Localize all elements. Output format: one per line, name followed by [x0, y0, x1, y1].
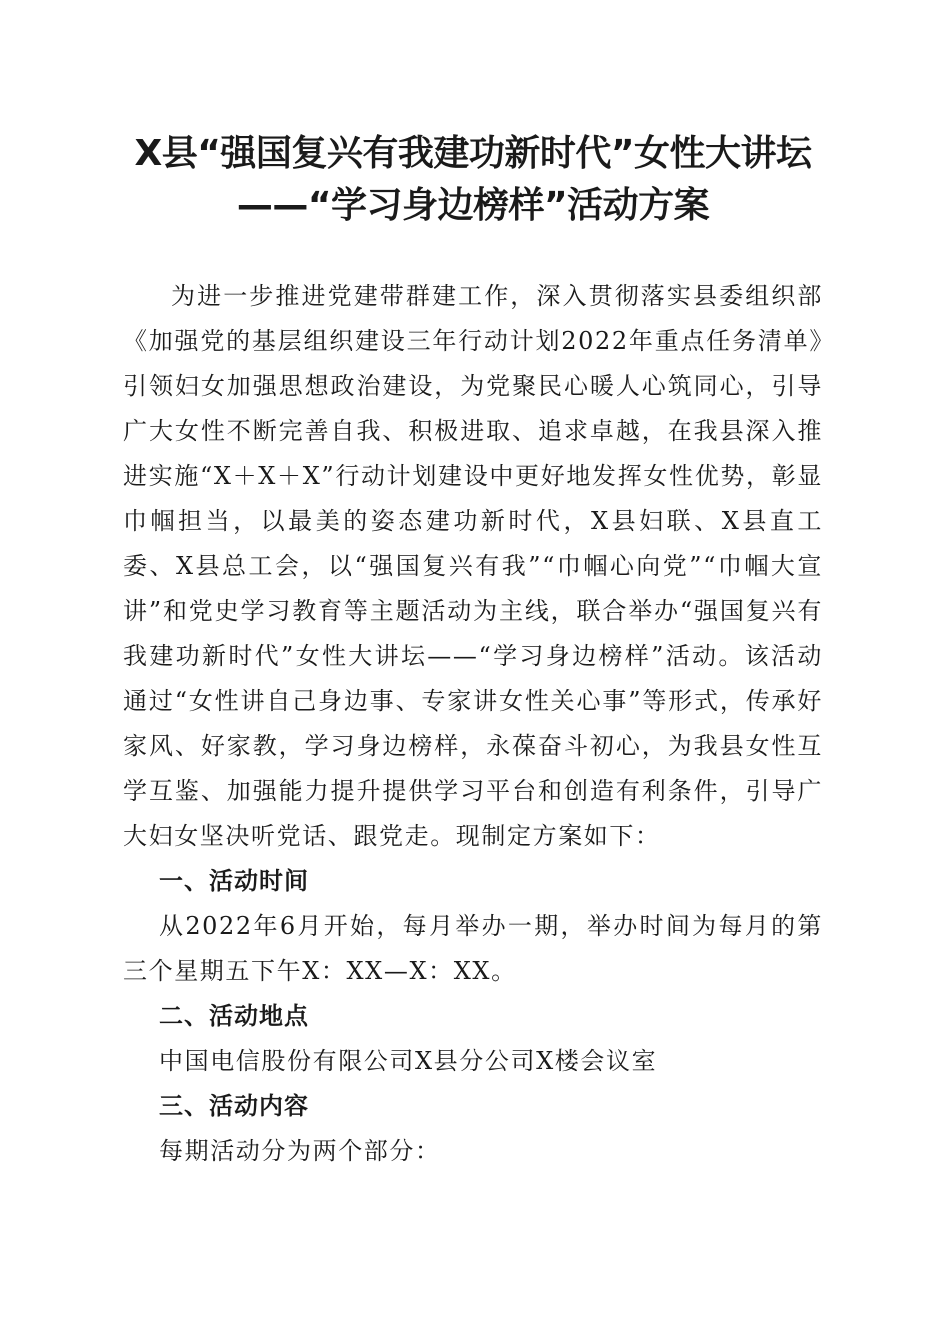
- intro-paragraph: 为进一步推进党建带群建工作，深入贯彻落实县委组织部《加强党的基层组织建设三年行动计划2022年重点任务清单》引领妇女加强思想政治建设，为党聚民心暖人心筑同心，引导广大女性不断完善自我、积极进取、追求卓越，在我县深入推进实施“X＋X＋X”行动计划建设中更好地发挥女性优势，彰显巾帼担当，以最美的姿态建功新时代，X县妇联、X县直工委、X县总工会，以“强国复兴有我”“巾帼心向党”“巾帼大宣讲”和党史学习教育等主题活动为主线，联合举办“强国复兴有我建功新时代”女性大讲坛——“学习身边榜样”活动。该活动通过“女性讲自己身边事、专家讲女性关心事”等形式，传承好家风、好家教，学习身边榜样，永葆奋斗初心，为我县女性互学互鉴、加强能力提升提供学习平台和创造有利条件，引导广大妇女坚决听党话、跟党走。现制定方案如下：: [123, 282, 823, 850]
- section-body-location: 中国电信股份有限公司X县分公司X楼会议室: [159, 1047, 658, 1075]
- section-body-time: 从2022年6月开始，每月举办一期，举办时间为每月的第三个星期五下午X：XX—X：XX。: [123, 912, 823, 985]
- title-line-1: X县“强国复兴有我建功新时代”女性大讲坛: [134, 133, 812, 174]
- document-title: [123, 128, 823, 232]
- section-body-content: 每期活动分为两个部分：: [159, 1137, 441, 1165]
- section-heading-time: 一、活动时间: [159, 867, 309, 895]
- document-page: [123, 128, 823, 1174]
- section-heading-content: 三、活动内容: [159, 1092, 309, 1120]
- title-line-2: ——“学习身边榜样”活动方案: [236, 185, 710, 226]
- section-heading-location: 二、活动地点: [159, 1002, 309, 1030]
